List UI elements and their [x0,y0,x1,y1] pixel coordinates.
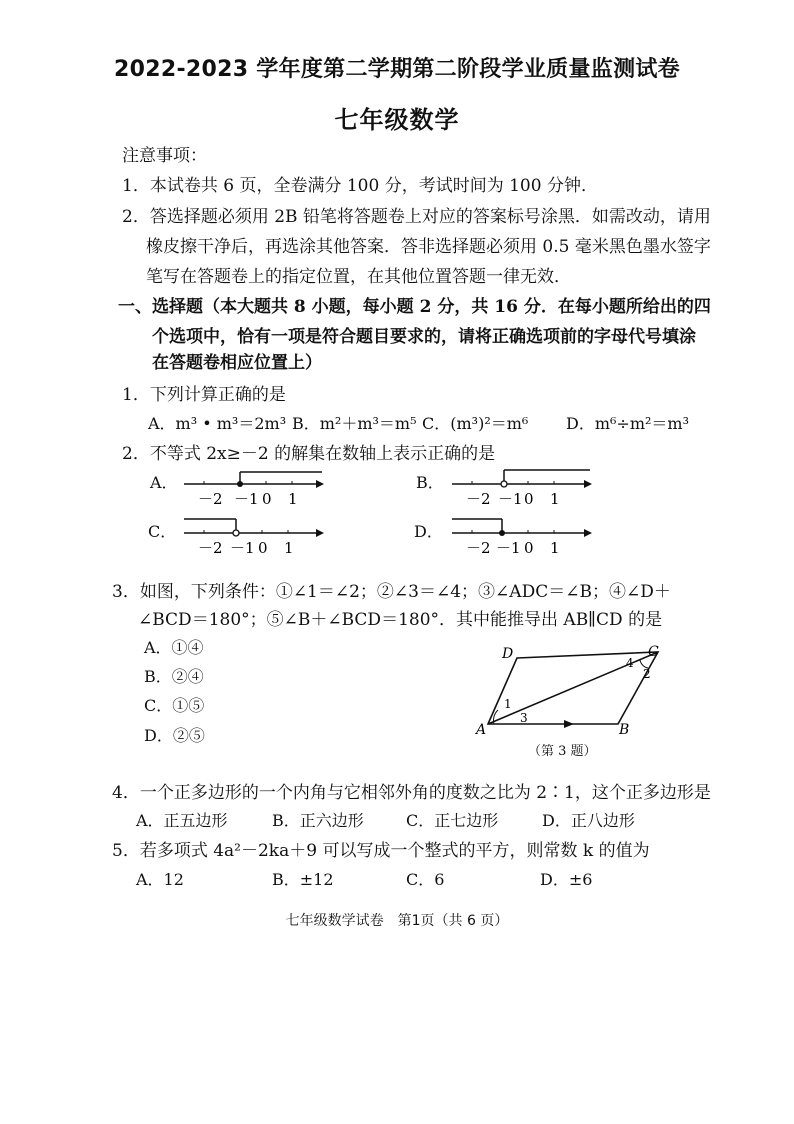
notice-line-1: 1．本试卷共 6 页，全卷满分 100 分，考试时间为 100 分钟． [122,176,598,196]
section-1-heading: 一、选择题（本大题共 8 小题，每小题 2 分，共 16 分．在每小题所给出的四 [118,297,711,317]
tick-label: －2 [466,539,491,557]
angle-label-3: 3 [520,711,528,725]
question-3-option-b: B．②④ [144,667,204,686]
notice-heading: 注意事项： [122,146,207,166]
question-1-option-d: D．m⁶÷m²＝m³ [566,414,689,433]
question-3-option-c: C．①⑤ [144,696,205,715]
vertex-label-c: C [648,644,659,660]
question-5-option-c: C．6 [406,870,445,889]
question-2-label-a: A． [150,473,178,492]
vertex-label-a: A [476,722,487,738]
tick-label: －1 [496,539,521,557]
exam-subject: 七年级数学 [334,106,460,134]
question-1-option-a: A．m³ • m³＝2m³ [148,414,287,433]
tick-label: －2 [466,490,491,508]
tick-label: 0 [258,539,268,557]
question-2-stem: 2．不等式 2x≥－2 的解集在数轴上表示正确的是 [122,444,496,464]
tick-label: －2 [198,539,223,557]
question-3-option-d: D．②⑤ [144,726,205,745]
number-line-a [180,466,330,510]
question-4-option-c: C．正七边形 [406,811,499,830]
notice-line-2a: 2．答选择题必须用 2B 铅笔将答题卷上对应的答案标号涂黑．如需改动，请用 [122,207,711,227]
exam-title: 2022-2023 学年度第二学期第二阶段学业质量监测试卷 [114,57,680,82]
angle-label-1: 1 [504,697,512,711]
page-footer: 七年级数学试卷 第1页（共 6 页） [285,913,509,929]
tick-label: 0 [524,539,534,557]
notice-line-2c: 笔写在答题卷上的指定位置，在其他位置答题一律无效． [146,267,571,287]
question-2-label-b: B． [416,473,444,492]
question-2-label-c: C． [148,522,177,541]
number-line-d [448,515,598,559]
notice-line-2b: 橡皮擦干净后，再选涂其他答案．答非选择题必须用 0.5 毫米黑色墨水签字 [146,237,711,257]
vertex-label-b: B [619,722,630,738]
angle-label-4: 4 [626,656,634,670]
question-4-option-b: B．正六边形 [272,811,364,830]
number-line-c [180,515,330,559]
tick-label: －1 [498,490,523,508]
question-5-option-b: B．±12 [272,870,334,889]
question-3-line-2: ∠BCD＝180°；⑤∠B＋∠BCD＝180°．其中能推导出 AB∥CD 的是 [138,610,663,630]
question-3-figure [468,640,678,740]
question-5-option-a: A．12 [136,870,184,889]
tick-label: －1 [234,490,259,508]
question-1-option-c: C．(m³)²＝m⁶ [422,414,529,433]
tick-label: 0 [524,490,534,508]
question-4-option-d: D．正八边形 [542,811,635,830]
section-1-line-2: 个选项中，恰有一项是符合题目要求的，请将正确选项前的字母代号填涂 [152,327,696,347]
number-line-b [448,466,598,510]
tick-label: －1 [230,539,255,557]
figure-caption: （第 3 题） [528,744,597,759]
tick-label: 1 [550,490,560,508]
question-5-option-d: D．±6 [540,870,593,889]
tick-label: 1 [284,539,294,557]
question-4-stem: 4．一个正多边形的一个内角与它相邻外角的度数之比为 2∶1，这个正多边形是 [112,783,711,803]
question-3-option-a: A．①④ [144,638,204,657]
vertex-label-d: D [502,646,514,662]
tick-label: －2 [198,490,223,508]
section-1-line-3: 在答题卷相应位置上） [152,353,322,373]
tick-label: 0 [262,490,272,508]
tick-label: 1 [288,490,298,508]
question-4-option-a: A．正五边形 [136,811,228,830]
question-1-option-b: B．m²＋m³＝m⁵ [292,414,417,433]
question-3-line-1: 3．如图，下列条件：①∠1＝∠2；②∠3＝∠4；③∠ADC＝∠B；④∠D＋ [112,582,671,602]
tick-label: 1 [550,539,560,557]
question-1-stem: 1．下列计算正确的是 [122,385,286,405]
angle-label-2: 2 [643,667,651,681]
question-5-stem: 5．若多项式 4a²－2ka＋9 可以写成一个整式的平方，则常数 k 的值为 [112,841,650,861]
question-2-label-d: D． [414,522,443,541]
